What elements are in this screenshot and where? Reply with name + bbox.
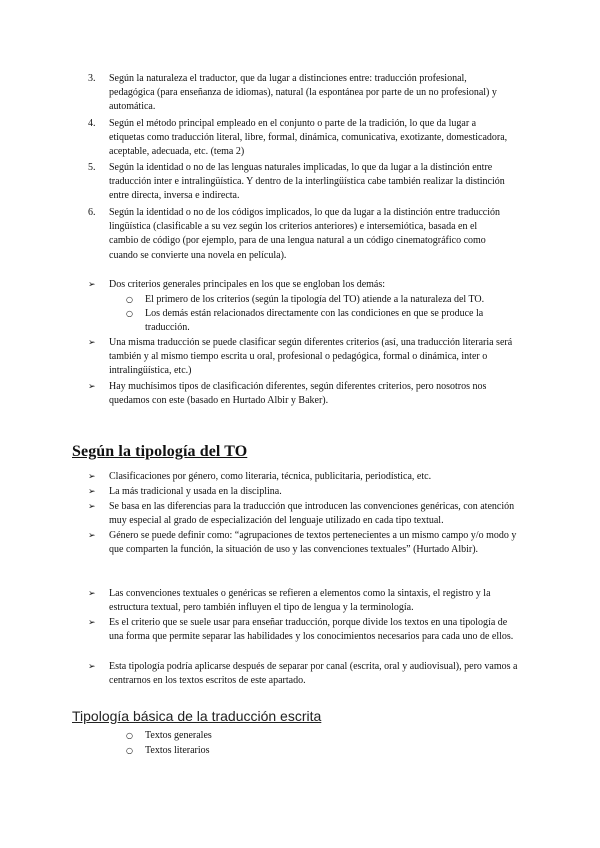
bullet-text: La más tradicional y usada en la disciplina. [109, 486, 282, 497]
arrow-bullet-icon: ➢ [88, 338, 96, 348]
bullet-text: Clasificaciones por género, como literaria, técnica, publicitaria, periodística, etc. [109, 471, 432, 482]
item-text: Según el método principal empleado en el conjunto o parte de la tradición, lo que da lugar a etiquetas como traducción literal, libre, formal, dinámica, comunicativa, exotizante, domesticadora, aceptable, adecuada, etc. (tema 2) [109, 118, 508, 158]
bullet-text: Hay muchísimos tipos de clasificación diferentes, según diferentes criterios, pero nosotros nos quedamos con este (basado en Hurtado Albir y Baker). [109, 381, 487, 407]
bullet-text: Dos criterios generales principales en los que se engloban los demás: [109, 279, 386, 290]
bullet-text: Esta tipología podría aplicarse después de separar por canal (escrita, oral y audiovisual), pero vamos a centrarnos en los textos escritos de este apartado. [109, 661, 518, 687]
arrow-bullet-icon: ➢ [88, 662, 96, 672]
arrow-bullet-icon: ➢ [88, 487, 96, 497]
arrow-bullet-icon: ➢ [88, 502, 96, 512]
circle-bullet-icon: ○ [126, 746, 133, 755]
arrow-bullet-icon: ➢ [88, 531, 96, 541]
circle-bullet-icon: ○ [126, 731, 133, 740]
item-number: 5. [88, 162, 96, 173]
sub-item-text: El primero de los criterios (según la tipología del TO) atiende a la naturaleza del TO. [145, 294, 485, 305]
arrow-bullet-icon: ➢ [88, 618, 96, 628]
item-number: 3. [88, 73, 96, 84]
circle-bullet-icon: ○ [126, 295, 133, 304]
arrow-bullet-icon: ➢ [88, 280, 96, 290]
item-text: Según la naturaleza el traductor, que da lugar a distinciones entre: traducción profesional, pedagógica (para enseñanza de idiomas), natural (la espontánea por parte de un no profesional) y automática. [109, 73, 497, 113]
sub-item-text: Textos literarios [145, 745, 210, 756]
arrow-bullet-icon: ➢ [88, 589, 96, 599]
circle-bullet-icon: ○ [126, 309, 133, 318]
item-text: Según la identidad o no de los códigos implicados, lo que da lugar a la distinción entre traducción lingüística (clasificable a su vez según los criterios anteriores) e intersemiótica, basada en el cambio de código (por ejemplo, para de una lengua natural a un código cinematográfico como cuando se convierte una novela en película). [109, 207, 501, 261]
bullet-text: Una misma traducción se puede clasificar según diferentes criterios (así, una traducción literaria será también y al mismo tiempo escrita u oral, profesional o pedagógica, formal o dinámica, inter o intralingüística, etc.) [109, 337, 513, 377]
item-text: Según la identidad o no de las lenguas naturales implicadas, lo que da lugar a la distinción entre traducción inter e intralingüística. Y dentro de la interlingüística cabe también realizar la distinción entre directa, inversa e indirecta. [109, 162, 505, 202]
bullet-text: Se basa en las diferencias para la traducción que introducen las convenciones genéricas, con atención muy especial al grado de especialización del lenguaje utilizado en cada tipo textual. [109, 501, 515, 527]
sub-item-text: Textos generales [145, 730, 212, 741]
bullet-text: Género se puede definir como: “agrupaciones de textos pertenecientes a un mismo campo y/o modo y que comparten la función, la situación de uso y las convenciones textuales” (Hurtado Albir). [109, 530, 517, 556]
bullet-text: Es el criterio que se suele usar para enseñar traducción, porque divide los textos en una tipología de una forma que permite separar las habilidades y los conocimientos necesarios para cada uno de ellos. [109, 617, 514, 643]
heading-tipologia-to: Según la tipología del TO [72, 443, 248, 460]
item-number: 6. [88, 207, 96, 218]
arrow-bullet-icon: ➢ [88, 472, 96, 482]
sub-item-text: Los demás están relacionados directamente con las condiciones en que se produce la traducción. [145, 308, 484, 334]
bullet-text: Las convenciones textuales o genéricas se refieren a elementos como la sintaxis, el registro y la estructura textual, pero también influyen el tipo de lengua y la terminología. [109, 588, 491, 614]
arrow-bullet-icon: ➢ [88, 382, 96, 392]
item-number: 4. [88, 118, 96, 129]
heading-tipologia-basica: Tipología básica de la traducción escrita [72, 708, 322, 724]
